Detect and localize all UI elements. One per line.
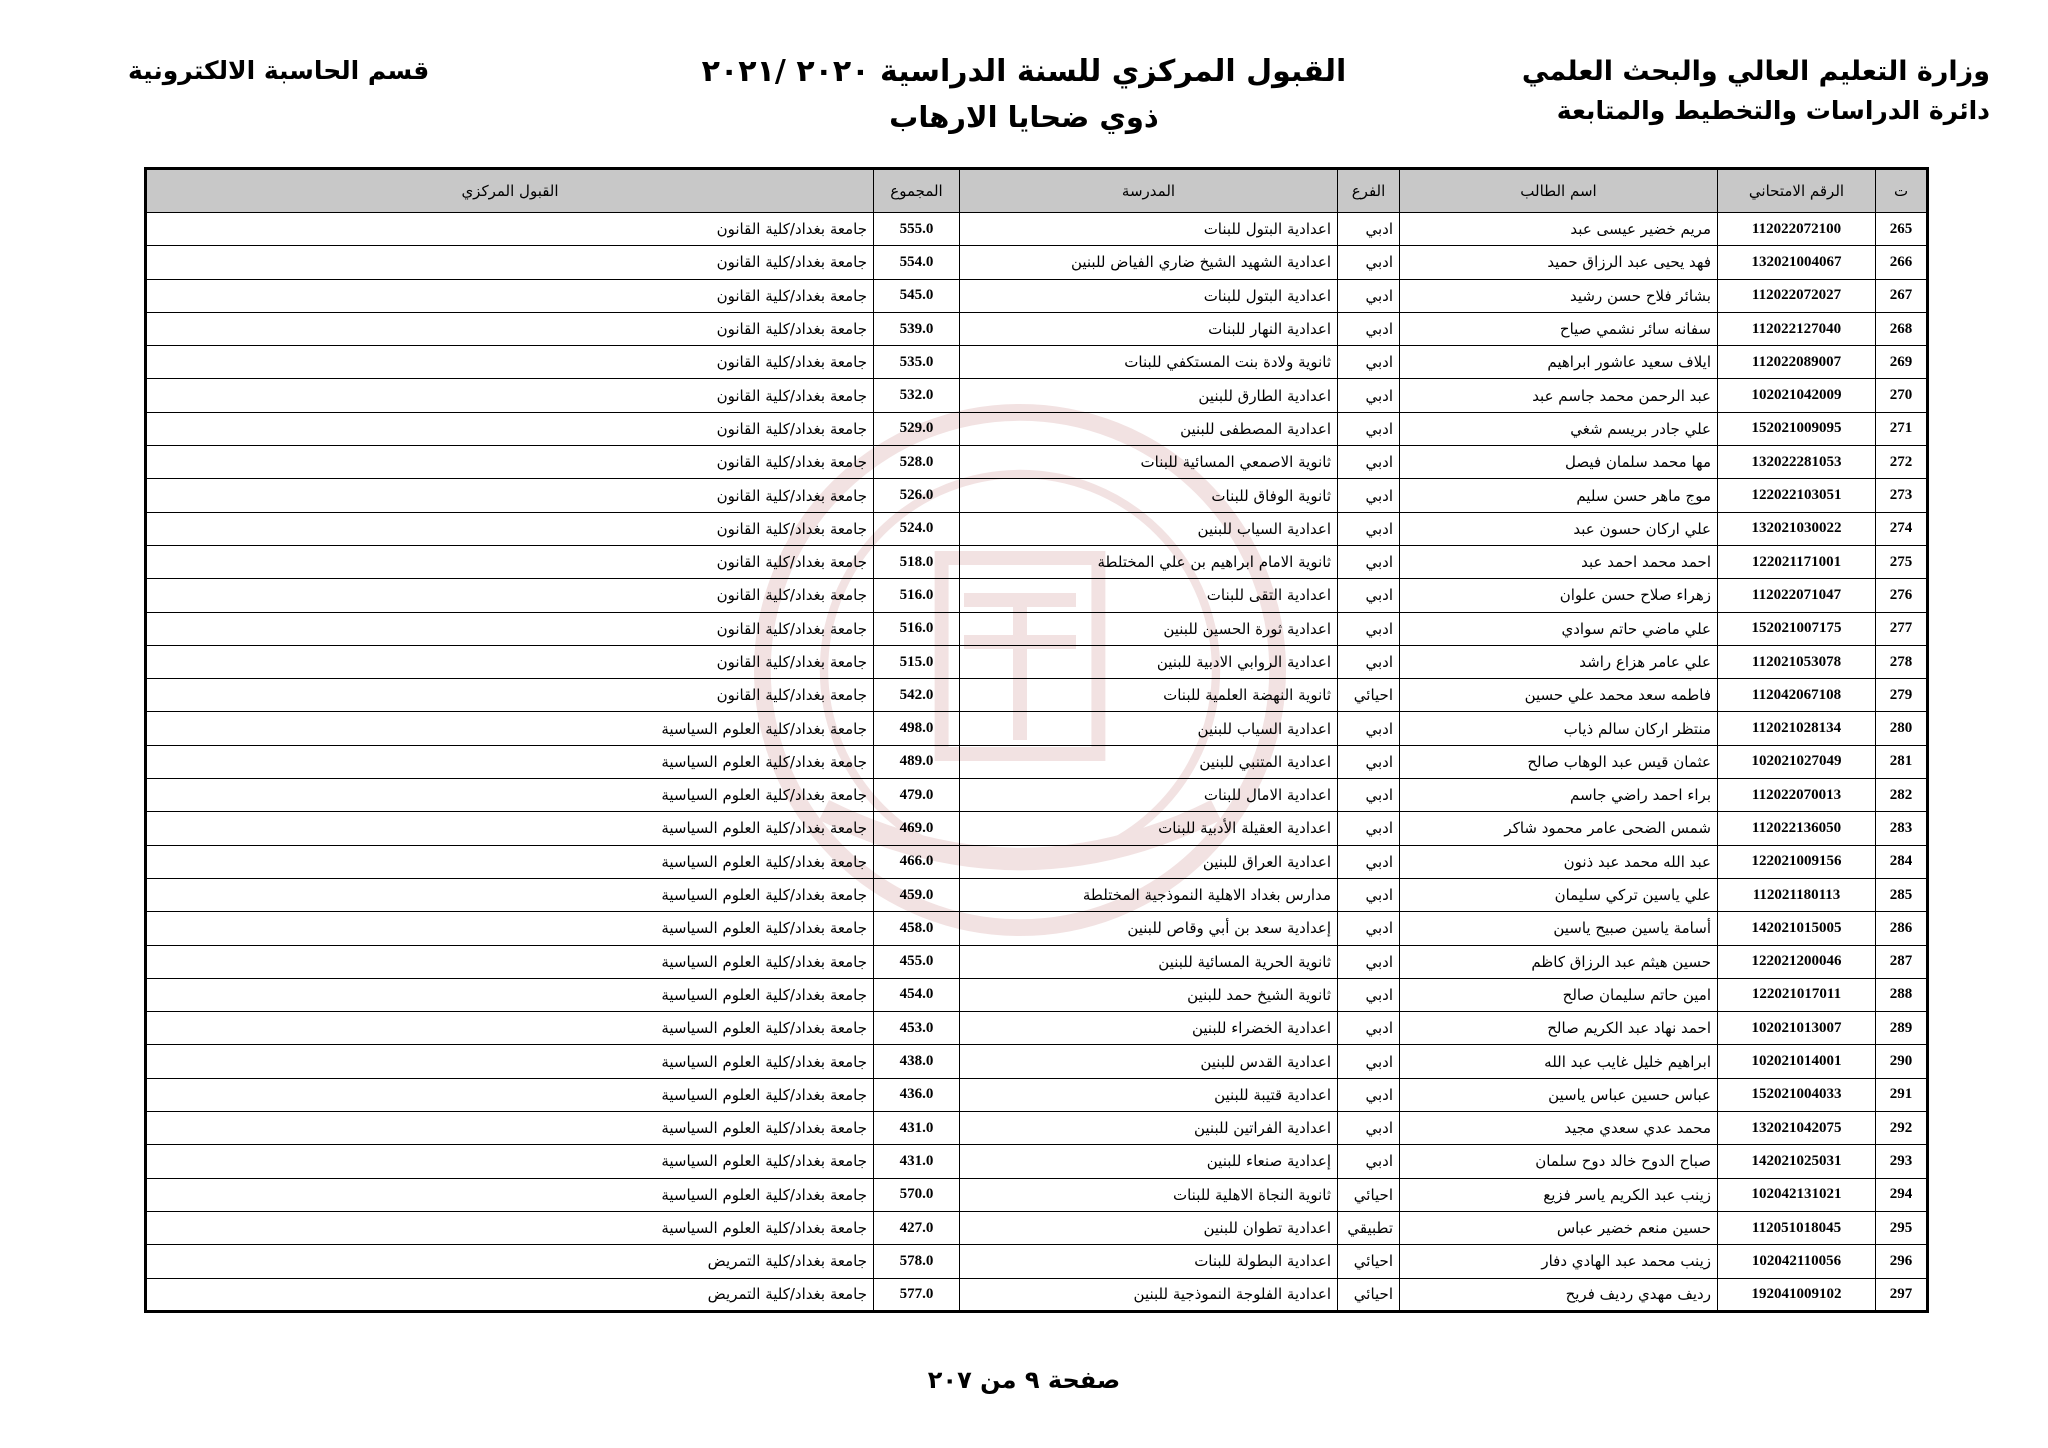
table-row (146, 1112, 1928, 1145)
admission-cell: جامعة بغداد/كلية العلوم السياسية (146, 1045, 874, 1078)
school-cell: اعدادية الطارق للبنين (960, 379, 1338, 412)
column-header-total: المجموع (874, 169, 960, 213)
school-cell: اعدادية التقى للبنات (960, 579, 1338, 612)
admission-cell: جامعة بغداد/كلية العلوم السياسية (146, 978, 874, 1011)
seq-cell: 294 (1876, 1178, 1928, 1211)
school-cell: اعدادية الخضراء للبنين (960, 1012, 1338, 1045)
admission-cell: جامعة بغداد/كلية القانون (146, 346, 874, 379)
exam-number-cell: 122021200046 (1718, 945, 1876, 978)
admission-cell: جامعة بغداد/كلية القانون (146, 679, 874, 712)
exam-number-cell: 112022089007 (1718, 346, 1876, 379)
student-name-cell: رديف مهدي رديف فريح (1400, 1278, 1718, 1311)
admission-cell: جامعة بغداد/كلية العلوم السياسية (146, 912, 874, 945)
student-name-cell: عثمان قيس عبد الوهاب صالح (1400, 745, 1718, 778)
seq-cell: 289 (1876, 1012, 1928, 1045)
branch-cell: احيائي (1338, 1178, 1400, 1211)
branch-cell: ادبي (1338, 446, 1400, 479)
student-name-cell: ابراهيم خليل غايب عبد الله (1400, 1045, 1718, 1078)
school-cell: مدارس بغداد الاهلية النموذجية المختلطة (960, 878, 1338, 911)
admission-cell: جامعة بغداد/كلية العلوم السياسية (146, 878, 874, 911)
branch-cell: ادبي (1338, 878, 1400, 911)
total-cell: 578.0 (874, 1245, 960, 1278)
column-header-school: المدرسة (960, 169, 1338, 213)
school-cell: اعدادية العراق للبنين (960, 845, 1338, 878)
admission-cell: جامعة بغداد/كلية العلوم السياسية (146, 1178, 874, 1211)
school-cell: اعدادية الفراتين للبنين (960, 1112, 1338, 1145)
total-cell: 535.0 (874, 346, 960, 379)
table-row (146, 1012, 1928, 1045)
admission-cell: جامعة بغداد/كلية القانون (146, 246, 874, 279)
student-name-cell: علي اركان حسون عبد (1400, 512, 1718, 545)
column-header-seq: ت (1876, 169, 1928, 213)
school-cell: ثانوية الحرية المسائية للبنين (960, 945, 1338, 978)
total-cell: 577.0 (874, 1278, 960, 1311)
total-cell: 489.0 (874, 745, 960, 778)
school-cell: اعدادية ثورة الحسين للبنين (960, 612, 1338, 645)
seq-cell: 296 (1876, 1245, 1928, 1278)
student-name-cell: صباح الدوح خالد دوح سلمان (1400, 1145, 1718, 1178)
total-cell: 529.0 (874, 412, 960, 445)
total-cell: 453.0 (874, 1012, 960, 1045)
document-subtitle: ذوي ضحايا الارهاب (889, 100, 1159, 134)
branch-cell: ادبي (1338, 745, 1400, 778)
branch-cell: احيائي (1338, 1245, 1400, 1278)
school-cell: اعدادية الامال للبنات (960, 779, 1338, 812)
student-name-cell: علي جادر بريسم شغي (1400, 412, 1718, 445)
exam-number-cell: 112022127040 (1718, 312, 1876, 345)
student-name-cell: عبد الرحمن محمد جاسم عبد (1400, 379, 1718, 412)
table-row (146, 1245, 1928, 1278)
student-name-cell: مريم خضير عيسى عبد (1400, 213, 1718, 246)
seq-cell: 270 (1876, 379, 1928, 412)
exam-number-cell: 102021014001 (1718, 1045, 1876, 1078)
student-name-cell: عباس حسين عباس ياسين (1400, 1078, 1718, 1111)
student-name-cell: مها محمد سلمان فيصل (1400, 446, 1718, 479)
table-row (146, 346, 1928, 379)
total-cell: 542.0 (874, 679, 960, 712)
branch-cell: ادبي (1338, 246, 1400, 279)
branch-cell: ادبي (1338, 912, 1400, 945)
document-title: القبول المركزي للسنة الدراسية ٢٠٢٠ /٢٠٢١ (701, 54, 1347, 89)
seq-cell: 283 (1876, 812, 1928, 845)
total-cell: 466.0 (874, 845, 960, 878)
seq-cell: 276 (1876, 579, 1928, 612)
column-header-student-name: اسم الطالب (1400, 169, 1718, 213)
branch-cell: ادبي (1338, 645, 1400, 678)
exam-number-cell: 102021042009 (1718, 379, 1876, 412)
seq-cell: 290 (1876, 1045, 1928, 1078)
seq-cell: 287 (1876, 945, 1928, 978)
branch-cell: ادبي (1338, 346, 1400, 379)
seq-cell: 277 (1876, 612, 1928, 645)
seq-cell: 284 (1876, 845, 1928, 878)
table-row (146, 712, 1928, 745)
exam-number-cell: 142021015005 (1718, 912, 1876, 945)
branch-cell: ادبي (1338, 1078, 1400, 1111)
table-row (146, 479, 1928, 512)
student-name-cell: شمس الضحى عامر محمود شاكر (1400, 812, 1718, 845)
admission-cell: جامعة بغداد/كلية القانون (146, 379, 874, 412)
table-row (146, 679, 1928, 712)
admission-cell: جامعة بغداد/كلية القانون (146, 479, 874, 512)
table-row (146, 246, 1928, 279)
seq-cell: 282 (1876, 779, 1928, 812)
school-cell: اعدادية العقيلة الأدبية للبنات (960, 812, 1338, 845)
column-header-exam-number: الرقم الامتحاني (1718, 169, 1876, 213)
branch-cell: ادبي (1338, 545, 1400, 578)
total-cell: 528.0 (874, 446, 960, 479)
student-name-cell: زينب عبد الكريم ياسر فزيع (1400, 1178, 1718, 1211)
table-row (146, 645, 1928, 678)
seq-cell: 297 (1876, 1278, 1928, 1311)
admission-cell: جامعة بغداد/كلية العلوم السياسية (146, 1211, 874, 1244)
page-number: صفحة ٩ من ٢٠٧ (927, 1366, 1121, 1394)
table-row (146, 446, 1928, 479)
seq-cell: 281 (1876, 745, 1928, 778)
admission-cell: جامعة بغداد/كلية العلوم السياسية (146, 779, 874, 812)
branch-cell: ادبي (1338, 612, 1400, 645)
exam-number-cell: 132021030022 (1718, 512, 1876, 545)
school-cell: اعدادية الفلوجة النموذجية للبنين (960, 1278, 1338, 1311)
total-cell: 555.0 (874, 213, 960, 246)
table-row (146, 379, 1928, 412)
admission-cell: جامعة بغداد/كلية القانون (146, 645, 874, 678)
branch-cell: ادبي (1338, 712, 1400, 745)
exam-number-cell: 112022072100 (1718, 213, 1876, 246)
total-cell: 515.0 (874, 645, 960, 678)
exam-number-cell: 112021180113 (1718, 878, 1876, 911)
admission-cell: جامعة بغداد/كلية القانون (146, 446, 874, 479)
school-cell: ثانوية ولادة بنت المستكفي للبنات (960, 346, 1338, 379)
admission-cell: جامعة بغداد/كلية العلوم السياسية (146, 845, 874, 878)
student-name-cell: سفانه سائر نشمي صياح (1400, 312, 1718, 345)
exam-number-cell: 112022072027 (1718, 279, 1876, 312)
seq-cell: 274 (1876, 512, 1928, 545)
exam-number-cell: 112022071047 (1718, 579, 1876, 612)
exam-number-cell: 132022281053 (1718, 446, 1876, 479)
school-cell: اعدادية قتيبة للبنين (960, 1078, 1338, 1111)
seq-cell: 273 (1876, 479, 1928, 512)
branch-cell: ادبي (1338, 945, 1400, 978)
exam-number-cell: 142021025031 (1718, 1145, 1876, 1178)
admission-cell: جامعة بغداد/كلية القانون (146, 312, 874, 345)
school-cell: ثانوية الامام ابراهيم بن علي المختلطة (960, 545, 1338, 578)
exam-number-cell: 122021171001 (1718, 545, 1876, 578)
exam-number-cell: 152021007175 (1718, 612, 1876, 645)
branch-cell: ادبي (1338, 279, 1400, 312)
table-row (146, 512, 1928, 545)
student-name-cell: فهد يحيى عبد الرزاق حميد (1400, 246, 1718, 279)
admission-cell: جامعة بغداد/كلية القانون (146, 545, 874, 578)
total-cell: 479.0 (874, 779, 960, 812)
branch-cell: ادبي (1338, 978, 1400, 1011)
table-row (146, 279, 1928, 312)
school-cell: ثانوية الاصمعي المسائية للبنات (960, 446, 1338, 479)
total-cell: 431.0 (874, 1112, 960, 1145)
branch-cell: ادبي (1338, 379, 1400, 412)
student-name-cell: علي عامر هزاع راشد (1400, 645, 1718, 678)
seq-cell: 280 (1876, 712, 1928, 745)
table-row (146, 745, 1928, 778)
total-cell: 532.0 (874, 379, 960, 412)
total-cell: 427.0 (874, 1211, 960, 1244)
total-cell: 436.0 (874, 1078, 960, 1111)
admission-cell: جامعة بغداد/كلية التمريض (146, 1278, 874, 1311)
school-cell: ثانوية الوفاق للبنات (960, 479, 1338, 512)
table-row (146, 1278, 1928, 1311)
exam-number-cell: 102021027049 (1718, 745, 1876, 778)
admission-cell: جامعة بغداد/كلية العلوم السياسية (146, 745, 874, 778)
branch-cell: ادبي (1338, 479, 1400, 512)
admission-cell: جامعة بغداد/كلية العلوم السياسية (146, 1012, 874, 1045)
directorate-name: دائرة الدراسات والتخطيط والمتابعة (1556, 96, 1990, 125)
school-cell: ثانوية الشيخ حمد للبنين (960, 978, 1338, 1011)
seq-cell: 275 (1876, 545, 1928, 578)
table-body (146, 213, 1928, 1312)
seq-cell: 267 (1876, 279, 1928, 312)
table-row (146, 1211, 1928, 1244)
seq-cell: 295 (1876, 1211, 1928, 1244)
student-name-cell: حسين منعم خضير عباس (1400, 1211, 1718, 1244)
seq-cell: 291 (1876, 1078, 1928, 1111)
student-name-cell: امين حاتم سليمان صالح (1400, 978, 1718, 1011)
total-cell: 539.0 (874, 312, 960, 345)
table-row (146, 978, 1928, 1011)
student-name-cell: احمد محمد احمد عبد (1400, 545, 1718, 578)
ministry-name: وزارة التعليم العالي والبحث العلمي (1521, 56, 1990, 87)
admission-cell: جامعة بغداد/كلية القانون (146, 412, 874, 445)
department-name: قسم الحاسبة الالكترونية (128, 56, 430, 85)
column-header-branch: الفرع (1338, 169, 1400, 213)
exam-number-cell: 102042110056 (1718, 1245, 1876, 1278)
branch-cell: ادبي (1338, 779, 1400, 812)
seq-cell: 279 (1876, 679, 1928, 712)
school-cell: إعدادية صنعاء للبنين (960, 1145, 1338, 1178)
seq-cell: 292 (1876, 1112, 1928, 1145)
branch-cell: تطبيقي (1338, 1211, 1400, 1244)
branch-cell: ادبي (1338, 213, 1400, 246)
total-cell: 516.0 (874, 612, 960, 645)
branch-cell: ادبي (1338, 579, 1400, 612)
table-row (146, 545, 1928, 578)
exam-number-cell: 152021004033 (1718, 1078, 1876, 1111)
exam-number-cell: 112042067108 (1718, 679, 1876, 712)
student-name-cell: علي ماضي حاتم سوادي (1400, 612, 1718, 645)
admission-cell: جامعة بغداد/كلية القانون (146, 579, 874, 612)
admission-cell: جامعة بغداد/كلية القانون (146, 612, 874, 645)
total-cell: 516.0 (874, 579, 960, 612)
school-cell: اعدادية تطوان للبنين (960, 1211, 1338, 1244)
total-cell: 458.0 (874, 912, 960, 945)
exam-number-cell: 112021028134 (1718, 712, 1876, 745)
table-row (146, 945, 1928, 978)
student-name-cell: محمد عدي سعدي مجيد (1400, 1112, 1718, 1145)
table-row (146, 779, 1928, 812)
student-name-cell: أسامة ياسين صبيح ياسين (1400, 912, 1718, 945)
student-name-cell: عبد الله محمد عبد ذنون (1400, 845, 1718, 878)
table-row (146, 312, 1928, 345)
student-name-cell: بشائر فلاح حسن رشيد (1400, 279, 1718, 312)
student-name-cell: فاطمه سعد محمد علي حسين (1400, 679, 1718, 712)
seq-cell: 286 (1876, 912, 1928, 945)
exam-number-cell: 132021042075 (1718, 1112, 1876, 1145)
seq-cell: 266 (1876, 246, 1928, 279)
exam-number-cell: 112021053078 (1718, 645, 1876, 678)
table-row (146, 812, 1928, 845)
table-row (146, 845, 1928, 878)
school-cell: إعدادية سعد بن أبي وقاص للبنين (960, 912, 1338, 945)
exam-number-cell: 152021009095 (1718, 412, 1876, 445)
branch-cell: ادبي (1338, 412, 1400, 445)
school-cell: اعدادية البتول للبنات (960, 279, 1338, 312)
seq-cell: 271 (1876, 412, 1928, 445)
total-cell: 454.0 (874, 978, 960, 1011)
student-name-cell: حسين هيثم عبد الرزاق كاظم (1400, 945, 1718, 978)
exam-number-cell: 132021004067 (1718, 246, 1876, 279)
total-cell: 455.0 (874, 945, 960, 978)
admission-cell: جامعة بغداد/كلية العلوم السياسية (146, 1078, 874, 1111)
table-row (146, 213, 1928, 246)
table-header-row (146, 169, 1928, 213)
student-name-cell: براء احمد راضي جاسم (1400, 779, 1718, 812)
exam-number-cell: 112022070013 (1718, 779, 1876, 812)
table-row (146, 412, 1928, 445)
student-name-cell: منتظر اركان سالم ذياب (1400, 712, 1718, 745)
total-cell: 438.0 (874, 1045, 960, 1078)
exam-number-cell: 122021017011 (1718, 978, 1876, 1011)
school-cell: ثانوية النهضة العلمية للبنات (960, 679, 1338, 712)
total-cell: 518.0 (874, 545, 960, 578)
school-cell: اعدادية البطولة للبنات (960, 1245, 1338, 1278)
branch-cell: احيائي (1338, 679, 1400, 712)
student-name-cell: زينب محمد عبد الهادي دفار (1400, 1245, 1718, 1278)
table-row (146, 612, 1928, 645)
school-cell: ثانوية النجاة الاهلية للبنات (960, 1178, 1338, 1211)
table-row (146, 1178, 1928, 1211)
table-row (146, 579, 1928, 612)
total-cell: 469.0 (874, 812, 960, 845)
exam-number-cell: 112022136050 (1718, 812, 1876, 845)
branch-cell: ادبي (1338, 512, 1400, 545)
exam-number-cell: 122022103051 (1718, 479, 1876, 512)
student-name-cell: زهراء صلاح حسن علوان (1400, 579, 1718, 612)
admission-cell: جامعة بغداد/كلية التمريض (146, 1245, 874, 1278)
column-header-admission: القبول المركزي (146, 169, 874, 213)
student-name-cell: علي ياسين تركي سليمان (1400, 878, 1718, 911)
student-name-cell: احمد نهاد عبد الكريم صالح (1400, 1012, 1718, 1045)
branch-cell: ادبي (1338, 312, 1400, 345)
branch-cell: ادبي (1338, 1045, 1400, 1078)
seq-cell: 269 (1876, 346, 1928, 379)
admission-cell: جامعة بغداد/كلية العلوم السياسية (146, 712, 874, 745)
total-cell: 459.0 (874, 878, 960, 911)
admission-cell: جامعة بغداد/كلية العلوم السياسية (146, 945, 874, 978)
table-row (146, 1078, 1928, 1111)
total-cell: 431.0 (874, 1145, 960, 1178)
school-cell: اعدادية السياب للبنين (960, 712, 1338, 745)
admission-cell: جامعة بغداد/كلية العلوم السياسية (146, 1112, 874, 1145)
school-cell: اعدادية المتنبي للبنين (960, 745, 1338, 778)
total-cell: 498.0 (874, 712, 960, 745)
branch-cell: ادبي (1338, 845, 1400, 878)
exam-number-cell: 122021009156 (1718, 845, 1876, 878)
exam-number-cell: 102042131021 (1718, 1178, 1876, 1211)
branch-cell: ادبي (1338, 1112, 1400, 1145)
seq-cell: 285 (1876, 878, 1928, 911)
branch-cell: ادبي (1338, 1012, 1400, 1045)
seq-cell: 293 (1876, 1145, 1928, 1178)
admission-results-table (144, 167, 1929, 1313)
admission-cell: جامعة بغداد/كلية القانون (146, 279, 874, 312)
branch-cell: ادبي (1338, 812, 1400, 845)
student-name-cell: ايلاف سعيد عاشور ابراهيم (1400, 346, 1718, 379)
branch-cell: احيائي (1338, 1278, 1400, 1311)
admission-cell: جامعة بغداد/كلية القانون (146, 213, 874, 246)
table-row (146, 1145, 1928, 1178)
table-row (146, 878, 1928, 911)
seq-cell: 272 (1876, 446, 1928, 479)
seq-cell: 268 (1876, 312, 1928, 345)
seq-cell: 288 (1876, 978, 1928, 1011)
school-cell: اعدادية البتول للبنات (960, 213, 1338, 246)
table-row (146, 1045, 1928, 1078)
student-name-cell: موج ماهر حسن سليم (1400, 479, 1718, 512)
seq-cell: 265 (1876, 213, 1928, 246)
school-cell: اعدادية النهار للبنات (960, 312, 1338, 345)
total-cell: 526.0 (874, 479, 960, 512)
admission-cell: جامعة بغداد/كلية العلوم السياسية (146, 1145, 874, 1178)
table-row (146, 912, 1928, 945)
total-cell: 524.0 (874, 512, 960, 545)
seq-cell: 278 (1876, 645, 1928, 678)
school-cell: اعدادية المصطفى للبنين (960, 412, 1338, 445)
exam-number-cell: 112051018045 (1718, 1211, 1876, 1244)
school-cell: اعدادية الشهيد الشيخ ضاري الفياض للبنين (960, 246, 1338, 279)
total-cell: 554.0 (874, 246, 960, 279)
school-cell: اعدادية القدس للبنين (960, 1045, 1338, 1078)
branch-cell: ادبي (1338, 1145, 1400, 1178)
admission-cell: جامعة بغداد/كلية العلوم السياسية (146, 812, 874, 845)
exam-number-cell: 192041009102 (1718, 1278, 1876, 1311)
exam-number-cell: 102021013007 (1718, 1012, 1876, 1045)
total-cell: 570.0 (874, 1178, 960, 1211)
school-cell: اعدادية السياب للبنين (960, 512, 1338, 545)
school-cell: اعدادية الروابي الادبية للبنين (960, 645, 1338, 678)
admission-cell: جامعة بغداد/كلية القانون (146, 512, 874, 545)
total-cell: 545.0 (874, 279, 960, 312)
